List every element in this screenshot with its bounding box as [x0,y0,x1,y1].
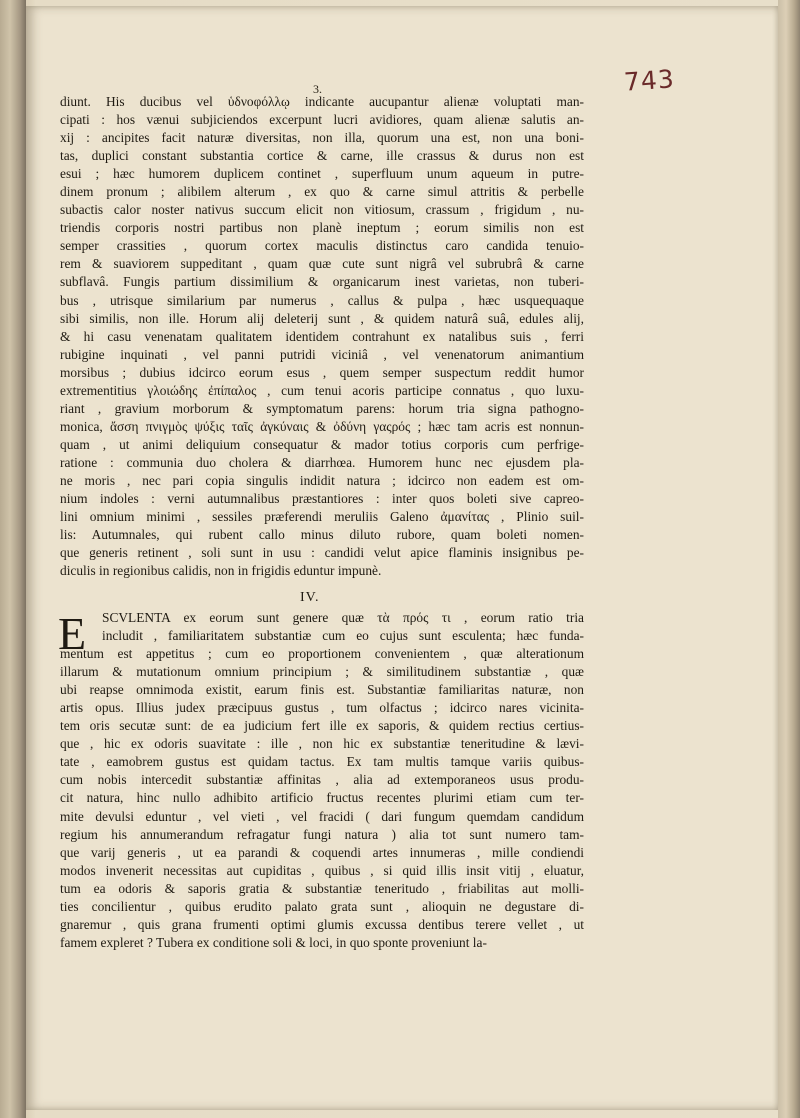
text-line: tate , eamobrem gustus est quidam tactus. Ex tam multis tamque variis quibus- [60,754,584,770]
text-line: diculis in regionibus calidis, non in frigidis eduntur impunè. [60,563,382,579]
text-line: lis: Autumnales, qui rubent callo minus diluto rubore, quam boleti nomen- [60,527,584,543]
text-line: que generis retinent , soli sunt in usu : candidi velut apice flaminis insignibus pe- [60,545,584,561]
text-line: que , hic ex odoris suavitate : ille , non hic ex substantiæ teneritudine & lævi- [60,736,584,752]
right-page-edge [778,0,800,1118]
text-line: modos invenerit necessitas aut cupiditas , quibus , si quid illis insit vitij , eluatur, [60,862,584,878]
text-line: subflavâ. Fungis partium dissimilium & organicarum inest varietas, non tuberi- [60,274,584,290]
text-line: esui ; hæc humorem duplicem continet , superfluum unum aqueum in putre- [60,166,584,182]
text-line: SCVLENTA ex eorum sunt genere quæ τὰ πρός τι , eorum ratio tria [102,610,584,625]
text-line: semper crassities , quorum cortex maculis distinctus caro candida tenuio- [60,238,584,254]
text-line: illarum & mutationum omnium principium ; & similitudinem substantiæ , quæ [60,664,584,680]
text-line: dinem pronum ; alibilem alterum , ex quo & carne simul attritis & perbelle [60,184,584,200]
text-line: cipati : hos vænui subjiciendos excerpunt lucri avidiores, quam alienæ salutis an- [60,112,584,128]
text-line: tum ea odoris & saporis gratia & substantiæ teneritudo , friabilitas aut molli- [60,880,584,896]
text-line: quam , ut animi deliquium consequatur & mador totius corporis cum perfrige- [60,436,584,452]
text-line: ne moris , nec pari copia singulis indidit natura ; idcirco non eadem est om- [60,472,584,488]
text-line: famem expleret ? Tubera ex conditione soli & loci, in quo sponte proveniunt la- [60,934,487,950]
section-heading: IV. [300,590,320,605]
text-line: ubi reapse omnimoda existit, earum finis est. Substantiæ familiaritas naturæ, non [60,682,584,698]
text-line: riant , gravium morborum & symptomatum parens: horum tria signa pathogno- [60,400,584,416]
left-page-edge [0,0,26,1118]
text-line: mentum est appetitus ; cum eo proportionem convenientem , quæ alterationum [60,646,584,662]
text-line: diunt. His ducibus vel ὑδνοφόλλῳ indicante aucupantur alienæ voluptati man- [60,94,584,109]
text-line: triendis corporis nostri partibus non planè ineptum ; eorum similis non est [60,220,584,236]
text-line: tem oris secutæ sunt: de ea judicium fert ille ex saporis, & quidem rectius certius- [60,718,584,734]
text-line: rem & suaviorem suppeditant , quam quæ cute sunt nigrâ vel subrubrâ & carne [60,256,584,272]
text-line: gnaremur , quis grana frumenti optimi glumis excussa dentibus terere vellet , ut [60,916,584,932]
text-line: rubigine inquinati , vel panni putridi viciniâ , vel venenatorum animantium [60,346,584,362]
text-line: cum nobis intercedit substantiæ affinitas , alia ad extemporaneos usus produ- [60,772,584,788]
paragraph-2 [60,609,584,952]
text-line: ties concilientur , quibus erudito palato grata sunt , alioquin ne degustare di- [60,898,584,914]
text-line: monica, ἄσση πνιγμὸς ψύξις ταῖς ἀγκύναις & ὀδύνη γαςρός ; hæc tam acris est nonnun- [60,418,584,434]
text-line: lini omnium minimi , sessiles præferendi meruliis Galeno ἀμανίτας , Plinio suil- [60,509,584,525]
text-line: regium his annumerandum refragatur fungi natura ) alia tot sunt numero tam- [60,826,584,842]
text-line: morsibus ; dubius idcirco eorum esus , quem semper suspectum reddit humor [60,364,584,380]
text-line: ratione : communia duo cholera & diarrhœa. Humorem hunc nec ejusdem pla- [60,454,584,470]
text-line: extrementitius γλοιώδης ἐπίπαλος , cum tenui acoris participe connatus , quo luxu- [60,382,584,398]
text-line: sibi similis, non ille. Horum alij deleterij sunt , & quidem naturâ suâ, edules alij, [60,310,584,326]
text-line: nium indoles : verni autumnalibus præstantiores : inter quos boleti sive capreo- [60,491,584,507]
text-line: xij : ancipites facit naturæ diversitas, non illa, quorum una est, non una boni- [60,130,584,146]
paragraph-1 [60,93,584,580]
text-line: tas, duplici constant substantia cortice & carne, ille crassus & durus non est [60,148,584,164]
text-line: & hi casu venenatam qualitatem identidem contrahunt ex natalibus suis , ferri [60,328,584,344]
handwritten-folio-number: 743 [623,64,676,97]
text-line: cit natura, hinc nullo adhibito artificio fructus recentes plurimi etiam cum ter- [60,790,584,806]
text-line: subactis calor noster nativus succum elicit non vitiosum, crassum , frigidum , nu- [60,202,584,218]
text-line: que varij generis , ut ea parandi & coquendi artes innumeras , mille condiendi [60,844,584,860]
signature-mark: 3. [313,82,322,96]
text-line: mite devulsi eduntur , vel vieti , vel fracidi ( dari fungum quemdam candidum [60,808,584,824]
text-line: includit , familiaritatem substantiæ cum eo cujus sunt esculenta; hæc funda- [102,628,584,644]
drop-cap-letter: E [58,608,87,659]
text-line: bus , utrisque similarium par numerus , callus & pulpa , hæc usquequaque [60,292,584,308]
text-line: artis opus. Illius judex præcipuus gustus , tum olfactus ; idcirco nares vicinita- [60,700,584,716]
